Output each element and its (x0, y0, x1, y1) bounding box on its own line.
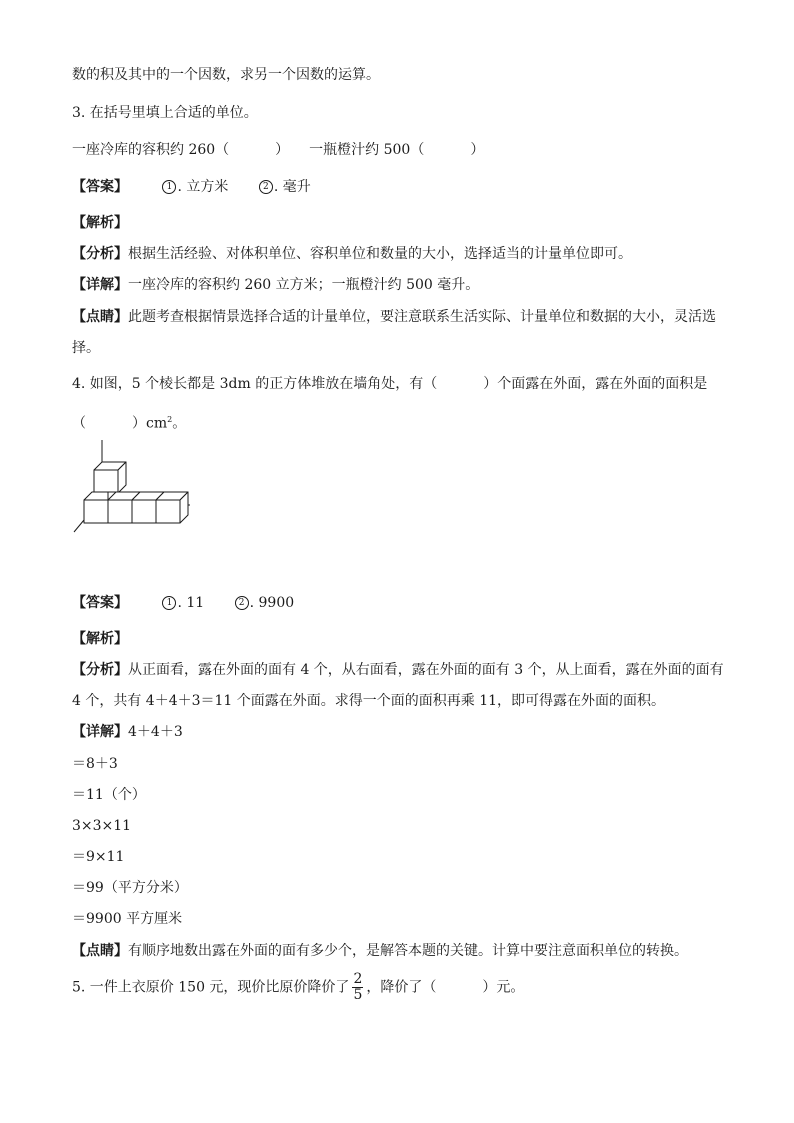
q4-answer-1: 1 . 11 (162, 594, 204, 612)
q3-title: 3. 在括号里填上合适的单位。 (72, 105, 258, 121)
q3-answer-label: 【答案】 (72, 179, 128, 195)
q4-dianjing: 【点睛】有顺序地数出露在外面的面有多少个，是解答本题的关键。计算中要注意面积单位的转换。 (72, 943, 688, 959)
q4-answer (72, 594, 294, 612)
cube-top (94, 462, 126, 493)
q4-step: 3×3×11 (72, 818, 132, 834)
q4-answer-2: 2 . 9900 (235, 594, 295, 612)
q4-title-line2: （ ）$cm^2$。 (72, 415, 187, 432)
stacked-cubes-figure (70, 435, 200, 540)
q3-blank-b-close: ） (470, 142, 485, 158)
circled-number: 1 (162, 180, 176, 194)
circled-number: 2 (235, 596, 249, 610)
q3-analysis-label: 【解析】 (72, 215, 128, 231)
q3-xiangjie: 【详解】一座冷库的容积约 260 立方米；一瓶橙汁约 500 毫升。 (72, 277, 480, 293)
q3-blanks (72, 141, 484, 159)
q3-answer-2: 2 . 毫升 (259, 178, 311, 196)
q3-answer (72, 178, 311, 196)
q4-answer-label: 【答案】 (72, 595, 128, 611)
q4-step: ＝11（个） (72, 787, 146, 803)
q3-dianjing: 【点睛】此题考查根据情景选择合适的计量单位，要注意联系生活实际、计量单位和数据的大小，灵活选 (72, 309, 716, 325)
q4-title: 4. 如图，5 个棱长都是 3dm 的正方体堆放在墙角处，有（ ）个面露在外面，露在外面的面积是 (72, 376, 708, 392)
q3-blank-a-close: ） (275, 142, 290, 158)
q4-fenxi: 【分析】从正面看，露在外面的面有 4 个，从右面看，露在外面的面有 3 个，从上面看，露在外面的面有 (72, 662, 724, 678)
q4-step: ＝99（平方分米） (72, 880, 188, 896)
q4-step: ＝8＋3 (72, 756, 118, 772)
circled-number: 2 (259, 180, 273, 194)
circled-number: 1 (162, 596, 176, 610)
q4-xiangjie: 【详解】4＋4＋3 (72, 724, 183, 740)
q4-analysis-label: 【解析】 (72, 631, 128, 647)
q3-blank-b: 一瓶橙汁约 500（ (309, 142, 425, 158)
q3-answer-1: 1 . 立方米 (162, 178, 228, 196)
q3-dianjing-cont: 择。 (72, 340, 100, 356)
q4-step: ＝9×11 (72, 849, 125, 865)
fraction-two-fifths: $\frac{2}{5}$ (353, 971, 363, 1003)
q4-fenxi-cont: 4 个，共有 4＋4＋3＝11 个面露在外面。求得一个面的面积再乘 11，即可得露在外面的面积。 (72, 693, 666, 709)
q4-step: ＝9900 平方厘米 (72, 911, 183, 927)
q3-blank-a: 一座冷库的容积约 260（ (72, 142, 230, 158)
wall-edge-diagonal (74, 520, 84, 532)
cube-bottom-4 (156, 492, 188, 523)
intro-line: 数的积及其中的一个因数，求另一个因数的运算。 (72, 67, 380, 83)
q3-fenxi: 【分析】根据生活经验、对体积单位、容积单位和数量的大小，选择适当的计量单位即可。 (72, 246, 632, 262)
q5-title: 5. 一件上衣原价 150 元，现价比原价降价了 $\frac{2}{5}$ ，降价了（ ）元。 (72, 971, 525, 1003)
